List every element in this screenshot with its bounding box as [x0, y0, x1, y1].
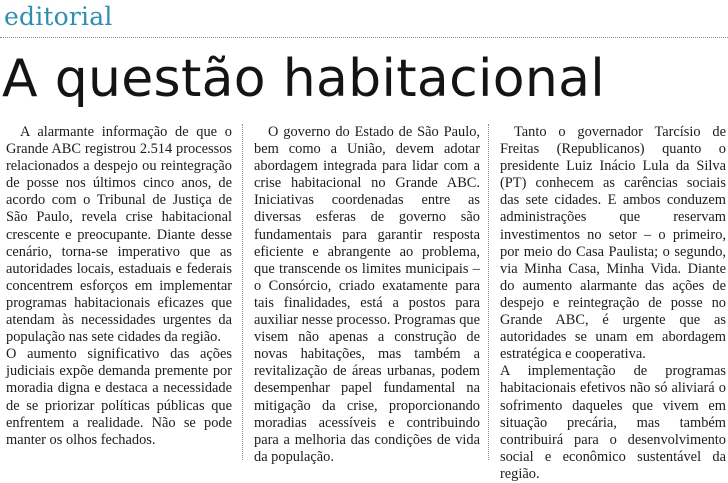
section-label: editorial [4, 2, 113, 31]
column-2 [254, 124, 480, 465]
column-3 [500, 124, 726, 482]
paragraph: A alarmante informação de que o Grande ABC registrou 2.514 processos relacionados a despejo ou reintegração de posse nos últimos cinco anos, de acordo com o Tribunal de Justiça de São Paulo, revela crise habitacional crescente e preocupante. Diante desse cenário, torna-se imperativo que as autoridades locais, estaduais e federais concentrem esforços em implementar programas habitacionais eficazes que atendam às necessidades urgentes da população nas sete cidades da região. [6, 124, 232, 346]
paragraph: O governo do Estado de São Paulo, bem como a União, devem adotar abordagem integrada para lidar com a crise habitacional no Grande ABC. Iniciativas coordenadas entre as diversas esferas de governo são fundamentais para garantir resposta eficiente e abrangente ao problema, que transcende os limites municipais – o Consórcio, criado exatamente para tais finalidades, está a postos para auxiliar nesse processo. Programas que visem não apenas a construção de novas habitações, mas também a revitalização de áreas urbanas, podem desempenhar papel fundamental na mitigação da crise, proporcionando moradias acessíveis e contribuindo para a melhoria das condições de vida da população. [254, 124, 480, 465]
column-divider [242, 124, 243, 460]
paragraph: A implementação de programas habitacionais efetivos não só aliviará o sofrimento daqueles que vivem em situação precária, mas também contribuirá para o desenvolvimento social e econômico sustentável da região. [500, 363, 726, 482]
article-body [0, 124, 728, 482]
paragraph: Tanto o governador Tarcísio de Freitas (Republicanos) quanto o presidente Luiz Inácio Lula da Silva (PT) conhecem as carências sociais das sete cidades. E ambos conduzem administrações que reservam investimentos no setor – o primeiro, por meio do Casa Paulista; o segundo, via Minha Casa, Minha Vida. Diante do aumento alarmante das ações de despejo e reintegração de posse no Grande ABC, é urgente que as autoridades se unam em abordagem estratégica e cooperativa. [500, 124, 726, 363]
headline: A questão habitacional [2, 49, 606, 109]
section-divider [0, 37, 728, 38]
column-1 [6, 124, 232, 462]
column-divider [488, 124, 489, 460]
paragraph: O aumento significativo das ações judiciais expõe demanda premente por moradia digna e destaca a necessidade de se priorizar políticas públicas que enfrentem a realidade. Não se pode manter os olhos fechados. [6, 346, 232, 448]
